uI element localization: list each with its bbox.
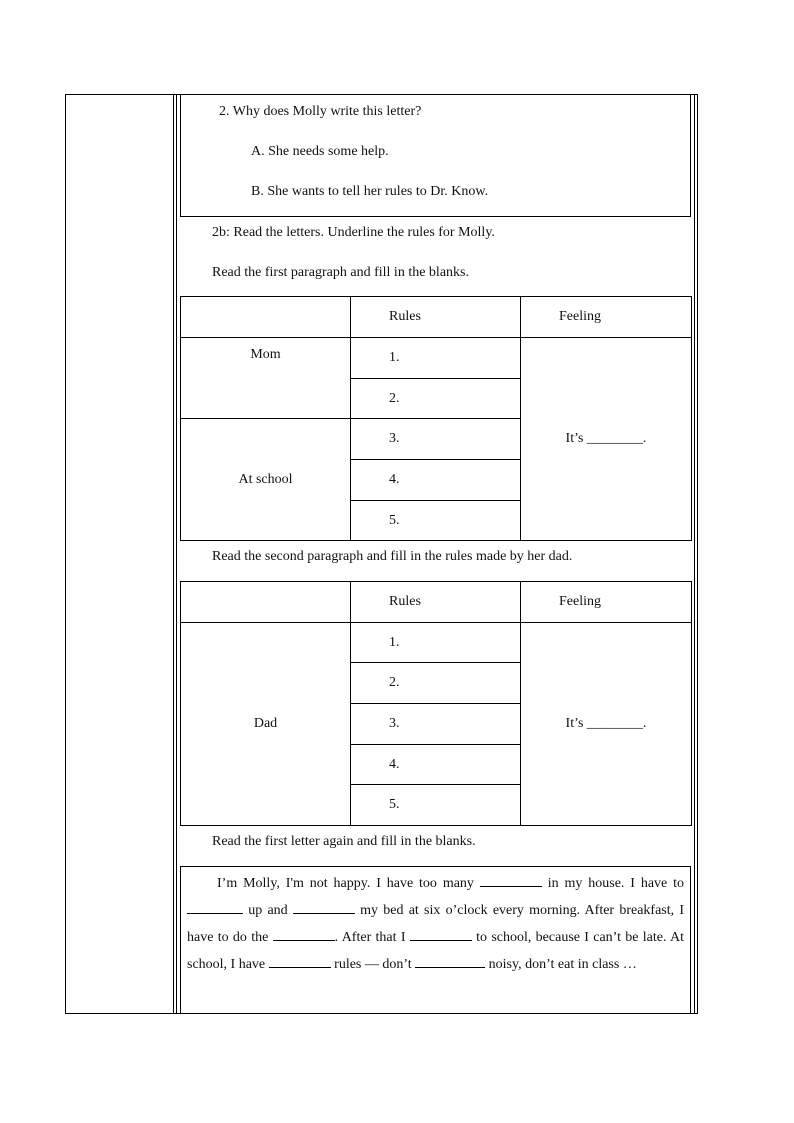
instruction-second-paragraph: Read the second paragraph and fill in the rules made by her dad. xyxy=(212,549,573,564)
passage-text xyxy=(187,870,684,978)
rule-cell-2[interactable]: 2. xyxy=(351,379,521,419)
column-divider-inner xyxy=(176,94,177,1014)
blank[interactable] xyxy=(293,901,355,914)
passage-segment: rules — don’t xyxy=(334,957,412,972)
rules-table-mom-school xyxy=(180,296,692,541)
rule-cell-3[interactable]: 3. xyxy=(351,419,521,460)
blank[interactable] xyxy=(269,955,331,968)
table-header-rules: Rules xyxy=(351,297,521,338)
table-header-feeling: Feeling xyxy=(521,582,692,623)
rule-cell-3[interactable]: 3. xyxy=(351,704,521,745)
passage-segment: noisy, don’t eat in class … xyxy=(488,957,637,972)
feeling-cell[interactable]: It’s ________. xyxy=(521,623,692,826)
row-label-dad: Dad xyxy=(181,623,351,826)
rules-table-dad xyxy=(180,581,692,826)
blank[interactable] xyxy=(410,928,472,941)
blank[interactable] xyxy=(480,874,542,887)
row-label-mom: Mom xyxy=(181,338,351,419)
rule-cell-1[interactable]: 1. xyxy=(351,338,521,379)
rule-cell-4[interactable]: 4. xyxy=(351,460,521,501)
rule-cell-4[interactable]: 4. xyxy=(351,745,521,785)
table-header-empty xyxy=(181,297,351,338)
passage-segment: I’m Molly, I'm not happy. I have too many xyxy=(217,876,474,891)
option-b: B. She wants to tell her rules to Dr. Know. xyxy=(251,184,489,199)
blank[interactable] xyxy=(415,955,485,968)
blank[interactable] xyxy=(187,901,243,914)
task-2b-heading: 2b: Read the letters. Underline the rules for Molly. xyxy=(212,225,495,240)
column-divider xyxy=(173,94,174,1014)
table-header-empty xyxy=(181,582,351,623)
table-header-feeling: Feeling xyxy=(521,297,692,338)
rule-cell-5[interactable]: 5. xyxy=(351,501,521,541)
blank[interactable] xyxy=(273,928,335,941)
passage-segment: . After that I xyxy=(334,930,406,945)
passage-segment: to school, because I can’t be late. At school, I have xyxy=(187,930,685,972)
option-a: A. She needs some help. xyxy=(251,144,389,159)
passage-segment: in my house. I have to xyxy=(547,876,685,891)
passage-segment: my bed at six o’clock every morning. After breakfast, I have to do the xyxy=(187,903,685,945)
rule-cell-2[interactable]: 2. xyxy=(351,663,521,704)
right-border-inner xyxy=(694,94,695,1014)
feeling-cell[interactable]: It’s ________. xyxy=(521,338,692,541)
instruction-first-letter: Read the first letter again and fill in the blanks. xyxy=(212,834,476,849)
rule-cell-1[interactable]: 1. xyxy=(351,623,521,663)
passage-segment: up and xyxy=(248,903,288,918)
question-prompt: 2. Why does Molly write this letter? xyxy=(219,104,422,119)
instruction-first-paragraph: Read the first paragraph and fill in the blanks. xyxy=(212,265,469,280)
row-label-at-school: At school xyxy=(181,419,351,541)
rule-cell-5[interactable]: 5. xyxy=(351,785,521,826)
table-header-rules: Rules xyxy=(351,582,521,623)
